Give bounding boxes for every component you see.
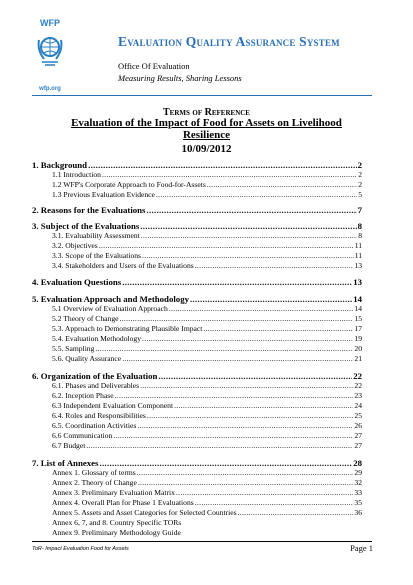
toc-entry-label: 1.2 WFP's Corporate Approach to Food-for-Assets [52,180,206,189]
office-name: Office Of Evaluation [118,61,190,71]
toc-leader-dots [169,304,354,313]
toc-entry-label: 5.2 Theory of Change [52,314,119,323]
toc-entry[interactable] [32,391,362,400]
toc-leader-dots [146,205,356,215]
toc-leader-dots [203,324,353,333]
toc-entry-page: 19 [354,334,362,343]
toc-entry-label: 6.4. Roles and Responsibilities [52,411,146,420]
toc-leader-dots [122,354,353,363]
toc-entry[interactable] [32,401,362,410]
toc-entry[interactable] [32,468,362,477]
toc-entry-label: 5.5. Sampling [52,344,95,353]
toc-entry[interactable] [32,431,362,440]
toc-leader-dots [142,334,353,343]
toc-leader-dots [99,458,352,468]
toc-entry[interactable] [32,170,362,179]
toc-entry-page: 13 [354,261,362,270]
toc-entry-page: 14 [353,294,362,304]
toc-leader-dots [142,251,354,260]
toc-entry[interactable] [32,251,362,260]
toc-entry-label: 6.2. Inception Phase [52,391,114,400]
toc-leader-dots [122,277,352,287]
toc-entry[interactable] [32,231,362,240]
toc-entry[interactable] [32,294,362,304]
toc-entry-label: 1.1 Introduction [52,170,101,179]
toc-entry-page: 24 [354,401,362,410]
document-title: Evaluation of the Impact of Food for Assets on Livelihood Resilience [71,117,342,141]
toc-entry-page: 2 [357,160,362,170]
toc-entry-page: 26 [354,421,362,430]
toc-entry-label: 5. Evaluation Approach and Methodology [32,294,189,304]
toc-entry-page: 7 [357,205,362,215]
toc-entry-page: 27 [354,441,362,450]
toc-entry[interactable] [32,190,362,199]
toc-entry-label: 2. Reasons for the Evaluations [32,205,146,215]
toc-entry-label: 5.1 Overview of Evaluation Approach [52,304,168,313]
footer-divider [32,541,372,542]
document-date: 10/09/2012 [181,143,232,155]
toc-leader-dots [238,508,354,517]
toc-entry[interactable] [32,221,362,231]
system-title: Evaluation Quality Assurance System [118,34,340,49]
toc-entry-page: 11 [354,241,362,250]
toc-leader-dots [102,170,357,179]
toc-entry[interactable] [32,304,362,313]
footer-document-name: ToR- Impact Evaluation Food for Assets [32,546,129,552]
toc-entry-label: 4. Evaluation Questions [32,277,122,287]
toc-entry-label: Annex 5. Assets and Asset Categories for Selected Countries [52,508,237,517]
toc-entry-label: 6.5. Coordination Activities [52,421,137,430]
toc-entry-page: 36 [354,508,362,517]
toc-leader-dots [158,371,352,381]
toc-entry[interactable] [32,277,362,287]
toc-entry-label: 6.7 Budget [52,441,86,450]
toc-entry[interactable] [32,421,362,430]
toc-entry-label: 3.1. Evaluability Assessment [52,231,140,240]
toc-entry[interactable] [32,241,362,250]
toc-leader-dots [88,160,357,170]
toc-entry-page: 21 [354,354,362,363]
toc-leader-dots [113,431,353,440]
toc-entry-page: 35 [354,498,362,507]
toc-leader-dots [120,314,354,323]
toc-entry-page: 17 [354,324,362,333]
toc-leader-dots [147,411,354,420]
toc-leader-dots [138,478,354,487]
toc-entry-label: Annex 3. Preliminary Evaluation Matrix [52,488,175,497]
toc-entry[interactable] [32,441,362,450]
tagline: Measuring Results, Sharing Lessons [118,73,242,83]
toc-entry[interactable] [32,324,362,333]
toc-entry-label: 5.3. Approach to Demonstrating Plausible Impact [52,324,203,333]
toc-entry-page: 27 [354,431,362,440]
toc-entry-label: 3. Subject of the Evaluations [32,221,140,231]
toc-entry[interactable] [32,334,362,343]
toc-entry-page: 8 [357,221,362,231]
toc-entry[interactable] [32,160,362,170]
toc-entry[interactable] [32,354,362,363]
toc-entry[interactable] [32,381,362,390]
toc-entry-label: 7. List of Annexes [32,458,99,468]
toc-leader-dots [115,391,354,400]
toc-entry-label: 6.3 Independent Evaluation Component [52,401,174,410]
document-type: Terms of Reference [163,107,250,118]
toc-entry[interactable] [32,518,362,527]
toc-entry-label: 5.4. Evaluation Methodology [52,334,142,343]
toc-leader-dots [137,468,354,477]
toc-entry[interactable] [32,344,362,353]
logo-url: wfp.org [39,86,61,92]
page-number: Page 1 [350,543,373,553]
toc-entry[interactable] [32,528,362,537]
toc-leader-dots [140,381,353,390]
wfp-logo [31,18,69,100]
toc-leader-dots [140,221,356,231]
toc-entry-label: Annex 9. Preliminary Methodology Guide [52,528,181,537]
toc-entry-label: 3.3. Scope of the Evaluations [52,251,141,260]
toc-leader-dots [174,401,353,410]
toc-entry-page: 11 [354,251,362,260]
toc-entry-page: 23 [354,391,362,400]
logo-wordmark: WFP [40,18,60,28]
toc-entry[interactable] [32,371,362,381]
toc-entry-label: Annex 1. Glossary of terms [52,468,136,477]
toc-entry[interactable] [32,180,362,189]
toc-entry-page: 22 [353,371,362,381]
toc-entry[interactable] [32,314,362,323]
toc-entry[interactable] [32,458,362,468]
toc-entry-page: 28 [353,458,362,468]
toc-leader-dots [95,344,353,353]
wfp-emblem-icon [36,32,64,66]
toc-leader-dots [141,231,357,240]
toc-leader-dots [207,180,357,189]
toc-entry[interactable] [32,411,362,420]
toc-entry[interactable] [32,478,362,487]
toc-entry-page: 2 [358,180,362,189]
toc-entry-label: 6.6 Communication [52,431,113,440]
toc-entry-page: 14 [354,304,362,313]
toc-entry-page: 25 [354,411,362,420]
toc-entry-page: 2 [358,170,362,179]
toc-leader-dots [156,190,357,199]
toc-entry-label: 1.3 Previous Evaluation Evidence [52,190,155,199]
toc-entry-label: 6. Organization of the Evaluation [32,371,158,381]
toc-entry[interactable] [32,508,362,517]
toc-entry-page: 29 [354,468,362,477]
toc-leader-dots [190,294,352,304]
toc-entry-label: Annex 2. Theory of Change [52,478,137,487]
toc-entry[interactable] [32,205,362,215]
toc-entry-page: 32 [354,478,362,487]
toc-entry-page: 8 [358,231,362,240]
toc-entry-label: 5.6. Quality Assurance [52,354,122,363]
toc-entry-page: 5 [358,190,362,199]
toc-entry-label: Annex 4. Overall Plan for Phase 1 Evaluations [52,498,194,507]
toc-entry-label: Annex 6, 7, and 8. Country Specific TORs [52,518,182,527]
toc-leader-dots [137,421,353,430]
toc-entry-label: 1. Background [32,160,88,170]
toc-entry[interactable] [32,261,362,270]
toc-entry[interactable] [32,488,362,497]
toc-entry-label: 3.2. Objectives [52,241,98,250]
toc-entry-page: 20 [354,344,362,353]
toc-entry-label: 6.1. Phases and Deliverables [52,381,140,390]
toc-entry-page: 22 [354,381,362,390]
toc-entry-page: 33 [354,488,362,497]
toc-leader-dots [176,488,353,497]
toc-entry[interactable] [32,498,362,507]
toc-entry-page: 13 [353,277,362,287]
toc-leader-dots [195,261,354,270]
toc-entry-label: 3.4. Stakeholders and Users of the Evaluations [52,261,194,270]
toc-entry-page: 15 [354,314,362,323]
toc-leader-dots [86,441,353,450]
header-divider [32,95,372,96]
toc-leader-dots [99,241,354,250]
toc-leader-dots [195,498,354,507]
